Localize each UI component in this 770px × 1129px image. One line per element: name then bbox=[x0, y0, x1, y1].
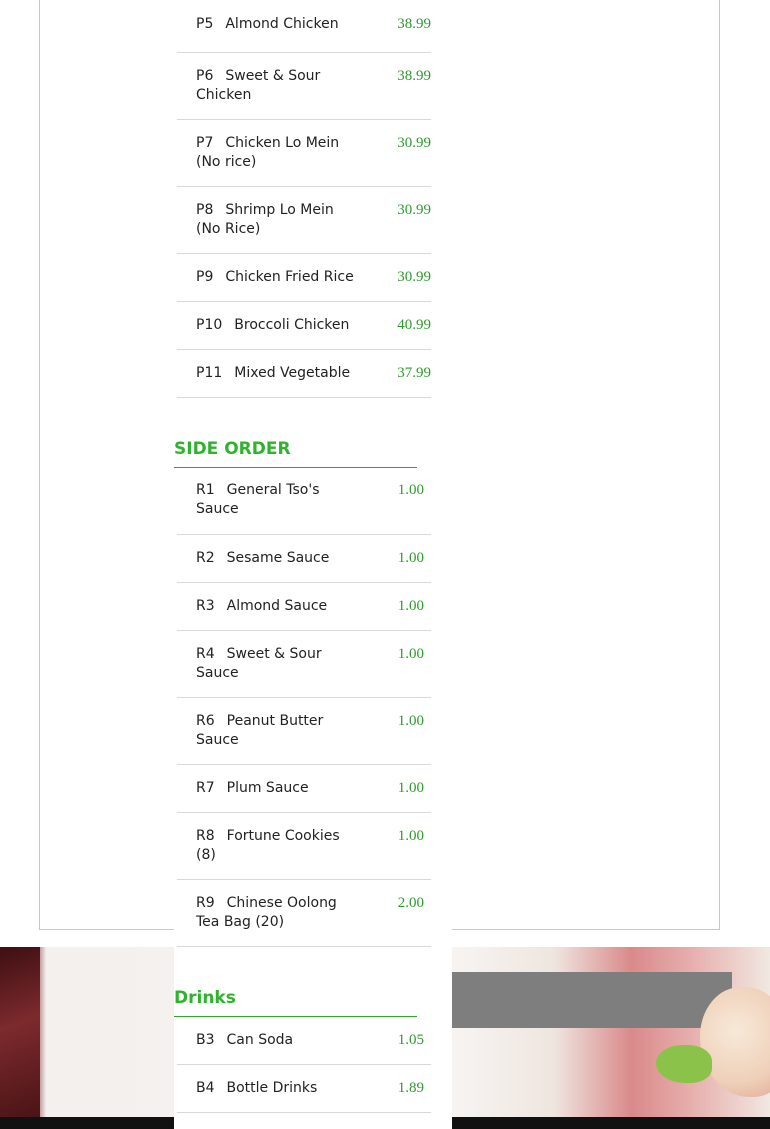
item-price: 1.05 bbox=[397, 1032, 424, 1048]
item-code: P11 bbox=[196, 365, 223, 381]
item-code: R7 bbox=[196, 780, 215, 796]
item-code: B3 bbox=[196, 1032, 215, 1048]
item-name: Chicken Lo Mein (No rice) bbox=[196, 135, 340, 170]
item-code: R1 bbox=[196, 482, 215, 498]
item-code: P10 bbox=[196, 317, 223, 333]
menu-item[interactable] bbox=[177, 0, 431, 53]
item-price: 1.00 bbox=[397, 482, 424, 498]
menu-item[interactable] bbox=[177, 879, 431, 947]
menu-item[interactable] bbox=[177, 582, 431, 631]
section-title-text: SIDE ORDER bbox=[174, 439, 291, 459]
menu-column bbox=[174, 0, 452, 1129]
item-name: Mixed Vegetable bbox=[234, 365, 351, 381]
menu-item[interactable] bbox=[177, 52, 431, 120]
item-name: Bottle Drinks bbox=[226, 1080, 318, 1096]
menu-item[interactable] bbox=[177, 467, 431, 535]
item-price: 38.99 bbox=[397, 68, 431, 84]
item-price: 30.99 bbox=[397, 135, 431, 151]
item-name: Fortune Cookies (8) bbox=[196, 828, 340, 863]
photo-overlay-bar bbox=[452, 972, 732, 1028]
item-code: R3 bbox=[196, 598, 215, 614]
menu-item[interactable] bbox=[177, 1064, 431, 1113]
item-code: P6 bbox=[196, 68, 214, 84]
item-code: R6 bbox=[196, 713, 215, 729]
item-price: 40.99 bbox=[397, 317, 431, 333]
item-price: 30.99 bbox=[397, 269, 431, 285]
item-name: Sweet & Sour Sauce bbox=[196, 646, 322, 681]
menu-item[interactable] bbox=[177, 186, 431, 254]
menu-item[interactable] bbox=[177, 301, 431, 350]
item-name: Almond Sauce bbox=[226, 598, 328, 614]
item-price: 1.00 bbox=[397, 646, 424, 662]
item-name: General Tso's Sauce bbox=[196, 482, 320, 517]
item-name: Plum Sauce bbox=[226, 780, 309, 796]
menu-item[interactable] bbox=[177, 812, 431, 880]
menu-item[interactable] bbox=[177, 697, 431, 765]
menu-item[interactable] bbox=[177, 534, 431, 583]
menu-item[interactable] bbox=[177, 1016, 431, 1065]
photo-left-edge bbox=[0, 947, 40, 1117]
item-code: B4 bbox=[196, 1080, 215, 1096]
item-code: R4 bbox=[196, 646, 215, 662]
item-code: P5 bbox=[196, 16, 214, 32]
item-price: 1.00 bbox=[397, 828, 424, 844]
item-code: R9 bbox=[196, 895, 215, 911]
item-name: Broccoli Chicken bbox=[234, 317, 350, 333]
item-name: Sesame Sauce bbox=[226, 550, 330, 566]
item-price: 37.99 bbox=[397, 365, 431, 381]
item-code: R2 bbox=[196, 550, 215, 566]
item-code: P9 bbox=[196, 269, 214, 285]
item-price: 38.99 bbox=[397, 16, 431, 32]
garnish-flower-image bbox=[700, 987, 770, 1097]
menu-item[interactable] bbox=[177, 349, 431, 398]
item-price: 1.00 bbox=[397, 713, 424, 729]
item-price: 1.89 bbox=[397, 1080, 424, 1096]
item-name: Almond Chicken bbox=[225, 16, 339, 32]
item-price: 1.00 bbox=[397, 598, 424, 614]
section-title-side-order bbox=[174, 435, 417, 468]
garnish-leaf-image bbox=[656, 1045, 712, 1083]
item-name: Peanut Butter Sauce bbox=[196, 713, 324, 748]
menu-item[interactable] bbox=[177, 119, 431, 187]
item-price: 2.00 bbox=[397, 895, 424, 911]
section-title-text: Drinks bbox=[174, 988, 236, 1008]
item-price: 1.00 bbox=[397, 550, 424, 566]
item-code: P7 bbox=[196, 135, 214, 151]
item-name: Chicken Fried Rice bbox=[225, 269, 354, 285]
section-title-drinks bbox=[174, 984, 417, 1017]
item-code: P8 bbox=[196, 202, 214, 218]
item-name: Sweet & Sour Chicken bbox=[196, 68, 321, 103]
item-price: 30.99 bbox=[397, 202, 431, 218]
item-code: R8 bbox=[196, 828, 215, 844]
item-price: 1.00 bbox=[397, 780, 424, 796]
menu-item[interactable] bbox=[177, 630, 431, 698]
item-name: Can Soda bbox=[226, 1032, 294, 1048]
menu-item[interactable] bbox=[177, 764, 431, 813]
item-name: Chinese Oolong Tea Bag (20) bbox=[196, 895, 337, 930]
item-name: Shrimp Lo Mein (No Rice) bbox=[196, 202, 334, 237]
menu-item[interactable] bbox=[177, 253, 431, 302]
